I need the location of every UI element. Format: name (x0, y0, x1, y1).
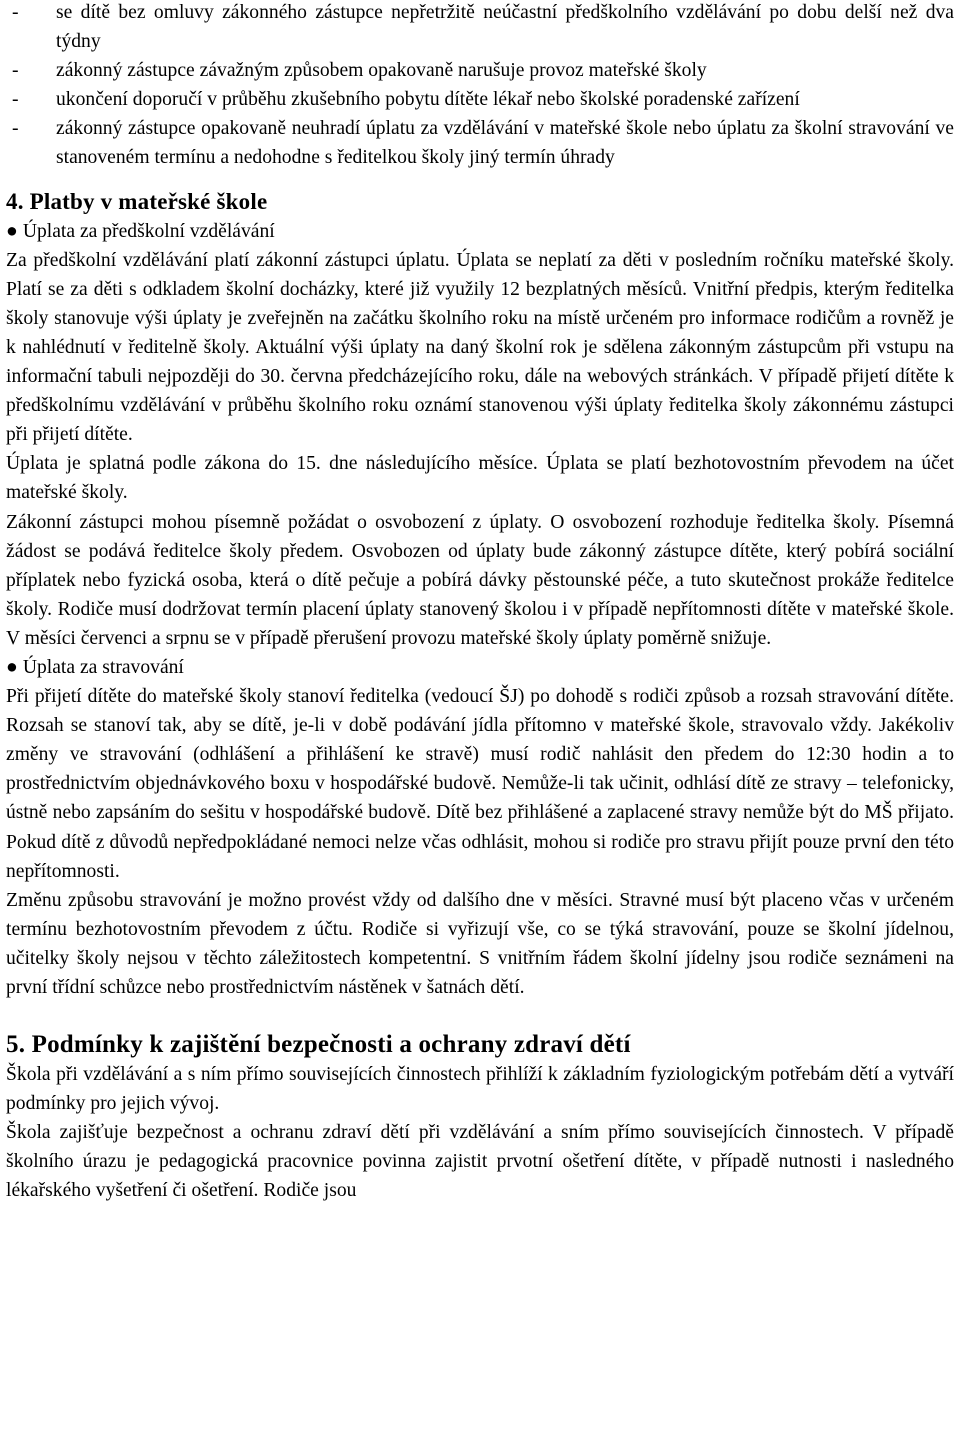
list-item (6, 56, 954, 85)
list-item (6, 114, 954, 172)
subsection-meal-fee-title (6, 653, 954, 682)
subsection-preschool-fee-title (6, 217, 954, 246)
list-item-text: ukončení doporučí v průběhu zkušebního pobytu dítěte lékař nebo školské poradenské zařízení (56, 89, 800, 111)
subsection-title-text: Úplata za stravování (22, 656, 184, 678)
document-page (6, 0, 954, 1206)
paragraph: Změnu způsobu stravování je možno provést vždy od dalšího dne v měsíci. Stravné musí být placeno včas v určeném termínu bezhotovostním převodem z účtu. Rodiče si vyřizují vše, co se týká stravování, pouze se školní jídelnou, učitelky školy nejsou v těchto záležitostech kompetentní. S vnitřním řádem školní jídelny jsou rodiče seznámeni na první třídní schůzce nebo prostřednictvím nástěnek v šatnách dětí. (6, 889, 954, 998)
list-dash: - (12, 60, 19, 82)
paragraph: Úplata je splatná podle zákona do 15. dne následujícího měsíce. Úplata se platí bezhotovostním převodem na účet mateřské školy. (6, 453, 954, 504)
list-dash: - (12, 118, 19, 140)
list-dash: - (12, 2, 19, 23)
list-dash: - (12, 89, 19, 111)
list-item (6, 85, 954, 114)
paragraph: Škola při vzdělávání a s ním přímo souvisejících činnostech přihlíží k základním fyziologickým potřebám dětí a vytváří podmínky pro jejich vývoj. (6, 1064, 954, 1115)
section-4-heading: 4. Platby v mateřské škole (6, 188, 268, 214)
list-item-text: se dítě bez omluvy zákonného zástupce nepřetržitě neúčastní předškolního vzdělávání po dobu delší než dva týdny (56, 2, 954, 53)
termination-conditions-list (6, 0, 954, 173)
bullet-icon: ● (6, 220, 18, 242)
paragraph: Zákonní zástupci mohou písemně požádat o osvobození z úplaty. O osvobození rozhoduje ředitelka školy. Písemná žádost se podává ředitelce školy předem. Osvobozen od úplaty bude zákonný zástupce dítěte, který pobírá sociální příplatek nebo fyzická osoba, která o dítě pečuje a pobírá dávky pěstounské péče, a tuto skutečnost prokáže ředitelce školy. Rodiče musí dodržovat termín placení úplaty stanovený školou i v případě nepřítomnosti dítěte v mateřské škole. V měsíci červenci a srpnu se v případě přerušení provozu mateřské školy úplaty poměrně snižuje. (6, 511, 954, 649)
bullet-icon: ● (6, 656, 18, 678)
list-item (6, 0, 954, 56)
paragraph: Při přijetí dítěte do mateřské školy stanoví ředitelka (vedoucí ŠJ) po dohodě s rodiči způsob a rozsah stravování dítěte. Rozsah se stanoví tak, aby se dítě, je-li v době podávání jídla přítomno v mateřské škole, stravovalo vždy. Jakékoliv změny ve stravování (odhlášení a přihlášení ke stravě) musí rodič nahlásit den předem do 12:30 hodin a to prostřednictvím objednávkového boxu v hospodářské budově. Nemůže-li tak učinit, odhlásí dítě ze stravy – telefonicky, ústně nebo zapsáním do sešitu v hospodářské budově. Dítě bez přihlášené a zaplacené stravy nemůže být do MŠ přijato. Pokud dítě z důvodů nepředpokládané nemoci nelze včas odhlásit, mohou si rodiče pro stravu přijít pouze první den této nepřítomnosti. (6, 686, 954, 882)
subsection-title-text: Úplata za předškolní vzdělávání (22, 220, 275, 242)
paragraph: Škola zajišťuje bezpečnost a ochranu zdraví dětí při vzdělávání a sním přímo souvisejících činnostech. V případě školního úrazu je pedagogická pracovnice povinna zajistit prvotní ošetření dítěte, v případě nutnosti i nasledného lékařského vyšetření či ošetření. Rodiče jsou (6, 1122, 954, 1202)
paragraph: Za předškolní vzdělávání platí zákonní zástupci úplatu. Úplata se neplatí za děti v posledním ročníku mateřské školy. Platí se za děti s odkladem školní docházky, které již využily 12 bezplatných měsíců. Vnitřní předpis, kterým ředitelka školy stanovuje výši úplaty je zveřejněn na začátku školního roku na místě určeném pro informace rodičům a rovněž je k nahlédnutí v ředitelně školy. Aktuální výši úplaty na daný školní rok je sdělena zákonným zástupcům při vstupu na informační tabuli nejpozději do 30. června předcházejícího roku, dále na webových stránkách. V případě přijetí dítěte k předškolnímu vzdělávání v průběhu školního roku oznámí stanovenou výši úplaty ředitelka školy zákonnému zástupci při přijetí dítěte. (6, 249, 954, 446)
list-item-text: zákonný zástupce závažným způsobem opakovaně narušuje provoz mateřské školy (56, 60, 707, 82)
section-5-heading: 5. Podmínky k zajištění bezpečnosti a ochrany zdraví dětí (6, 1031, 631, 1059)
list-item-text: zákonný zástupce opakovaně neuhradí úplatu za vzdělávání v mateřské škole nebo úplatu za školní stravování ve stanoveném termínu a nedohodne s ředitelkou školy jiný termín úhrady (56, 118, 954, 169)
